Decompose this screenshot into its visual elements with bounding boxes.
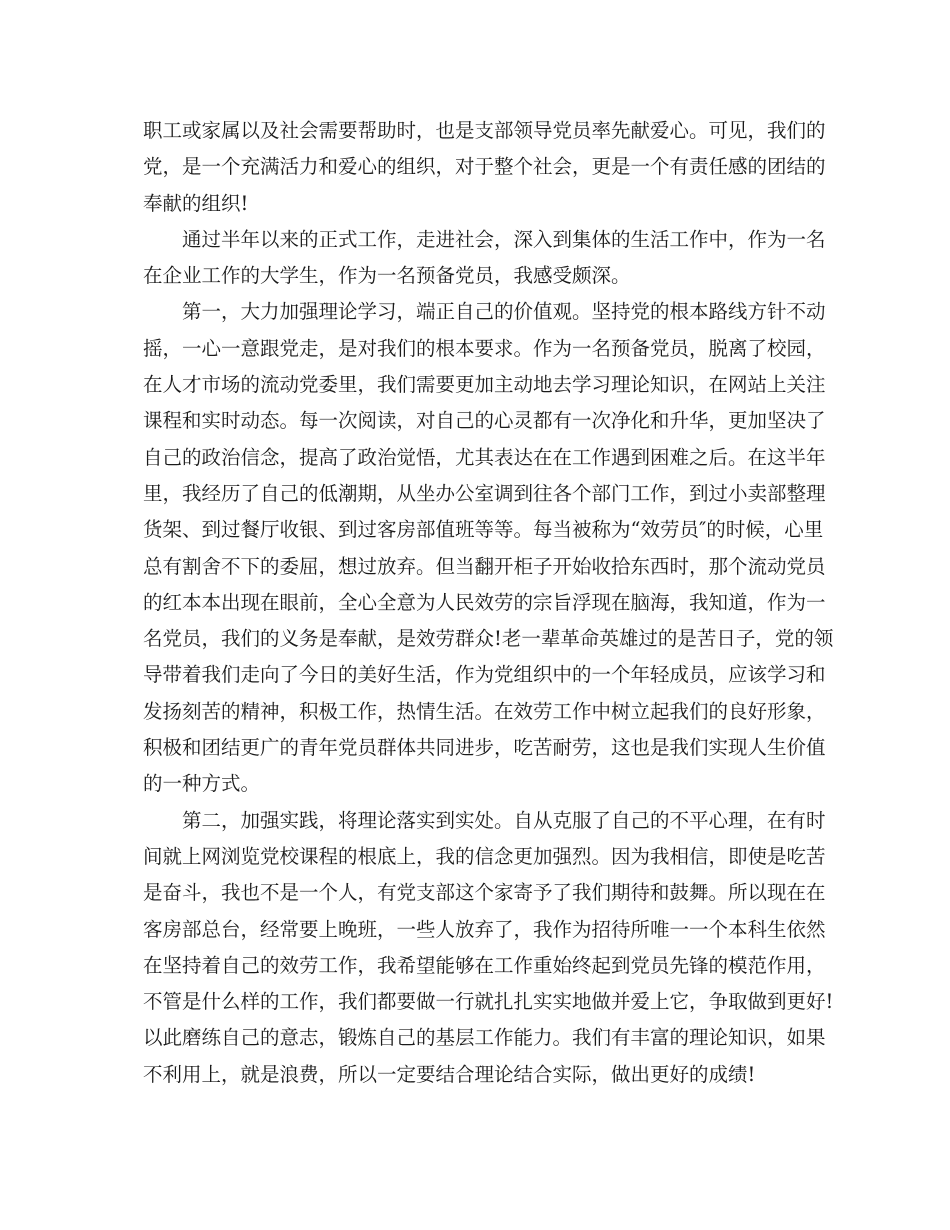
text-line: 间就上网浏览党校课程的根底上，我的信念更加强烈。因为我相信，即使是吃苦 (143, 844, 826, 868)
text-line: 职工或家属以及社会需要帮助时，也是支部领导党员率先献爱心。可见，我们的 (143, 119, 826, 142)
text-line: 第一，大力加强理论学习，端正自己的价值观。坚持党的根本路线方针不动 (182, 300, 826, 324)
text-line: 第二，加强实践，将理论落实到实处。自从克服了自己的不平心理，在有时 (182, 808, 826, 832)
text-line: 发扬刻苦的精神，积极工作，热情生活。在效劳工作中树立起我们的良好形象， (143, 699, 826, 723)
text-line: 的一种方式。 (143, 772, 261, 796)
text-line: 课程和实时动态。每一次阅读，对自己的心灵都有一次净化和升华，更加坚决了 (143, 409, 826, 433)
text-line: 通过半年以来的正式工作，走进社会，深入到集体的生活工作中，作为一名 (182, 227, 826, 251)
text-line: 在人才市场的流动党委里，我们需要更加主动地去学习理论知识，在网站上关注 (143, 373, 826, 397)
text-line: 名党员，我们的义务是奉献，是效劳群众!老一辈革命英雄过的是苦日子，党的领 (143, 627, 834, 651)
text-line: 党，是一个充满活力和爱心的组织，对于整个社会，更是一个有责任感的团结的 (143, 155, 826, 179)
text-line: 不利用上，就是浪费，所以一定要结合理论结合实际，做出更好的成绩! (143, 1062, 756, 1086)
text-line: 是奋斗，我也不是一个人，有党支部这个家寄予了我们期待和鼓舞。所以现在在 (143, 881, 826, 905)
paragraph-3 (143, 294, 834, 802)
text-line: 自己的政治信念，提高了政治觉悟，尤其表达在在工作遇到困难之后。在这半年 (143, 445, 826, 469)
text-line: 客房部总台，经常要上晚班，一些人放弃了，我作为招待所唯一一个本科生依然 (143, 917, 826, 941)
paragraph-2 (143, 222, 826, 295)
text-line: 里，我经历了自己的低潮期，从坐办公室调到往各个部门工作，到过小卖部整理 (143, 481, 826, 505)
paragraph-1 (143, 113, 826, 222)
text-line: 导带着我们走向了今日的美好生活，作为党组织中的一个年轻成员，应该学习和 (143, 663, 826, 687)
text-line: 摇，一心一意跟党走，是对我们的根本要求。作为一名预备党员，脱离了校园， (143, 336, 826, 360)
text-line: 在坚持着自己的效劳工作，我希望能够在工作重始终起到党员先锋的模范作用， (143, 953, 826, 977)
text-line: 以此磨练自己的意志，锻炼自己的基层工作能力。我们有丰富的理论知识，如果 (143, 1026, 826, 1050)
text-line: 在企业工作的大学生，作为一名预备党员，我感受颇深。 (143, 264, 631, 288)
text-line: 积极和团结更广的青年党员群体共同进步，吃苦耐劳，这也是我们实现人生价值 (143, 736, 826, 760)
text-line: 奉献的组织! (143, 191, 249, 215)
text-line: 的红本本出现在眼前，全心全意为人民效劳的宗旨浮现在脑海，我知道，作为一 (143, 590, 826, 614)
text-line: 总有割舍不下的委屈，想过放弃。但当翻开柜子开始收拾东西时，那个流动党员 (143, 554, 826, 578)
text-line: 货架、到过餐厅收银、到过客房部值班等等。每当被称为“效劳员″的时候，心里 (143, 518, 824, 542)
paragraph-4 (143, 803, 834, 1093)
document-page (143, 113, 834, 1093)
text-line: 不管是什么样的工作，我们都要做一行就扎扎实实地做并爱上它，争取做到更好! (143, 990, 834, 1014)
